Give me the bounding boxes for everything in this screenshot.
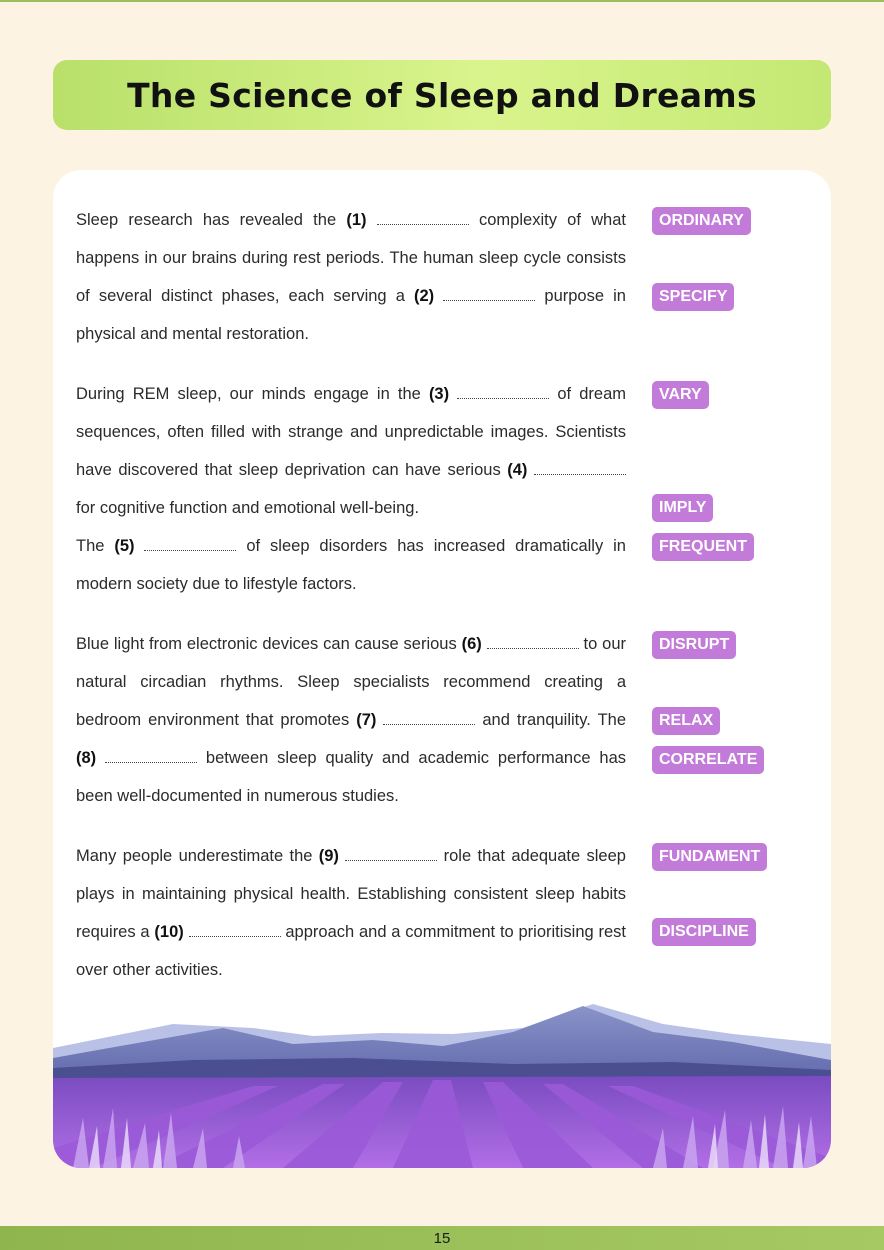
gap-number-6: (6) [461,635,482,653]
gap-blank-1[interactable] [377,215,469,225]
paragraph-1: Sleep research has revealed the (1) complexity of what happens in our brains during rest periods. The human sleep cycle consists of several distinct phases, each serving a (2) purpose in physical and mental restoration. [76,211,626,343]
word-tag-imply: IMPLY [652,494,713,522]
gap-number-3: (3) [428,385,450,403]
page-title: The Science of Sleep and Dreams [127,75,757,115]
lavender-field-illustration [53,998,831,1168]
paragraph-4: Many people underestimate the (9) role that adequate sleep plays in maintaining physical health. Establishing consistent sleep habits requires a (10) approach and a commitment to prioritising rest over other activities. [76,847,626,979]
gap-number-2: (2) [414,287,435,305]
top-border-line [0,0,884,2]
gap-number-8: (8) [76,749,97,767]
gap-number-9: (9) [318,847,339,865]
word-tag-correlate: CORRELATE [652,746,764,774]
gap-blank-6[interactable] [487,639,579,649]
gap-number-4: (4) [507,461,528,479]
page-footer [0,1226,884,1250]
gap-blank-5[interactable] [144,541,236,551]
word-tag-fundament: FUNDAMENT [652,843,767,871]
word-tag-relax: RELAX [652,707,720,735]
gap-blank-9[interactable] [345,851,437,861]
page-number: 15 [433,1229,451,1247]
gap-number-5: (5) [114,537,135,555]
gap-blank-10[interactable] [189,927,281,937]
gap-blank-4[interactable] [534,465,626,475]
content-card [53,170,831,1168]
gap-blank-8[interactable] [105,753,197,763]
word-tag-disrupt: DISRUPT [652,631,736,659]
gap-number-1: (1) [346,211,367,229]
gap-blank-2[interactable] [443,291,535,301]
word-tag-discipline: DISCIPLINE [652,918,756,946]
paragraph-3: Blue light from electronic devices can cause serious (6) to our natural circadian rhythms. Sleep specialists recommend creating a bedroom environment that promotes (7) and tranquility. The (8) between sleep quality and academic performance has been well-documented in numerous studies. [76,635,627,805]
paragraph-2: During REM sleep, our minds engage in the (3) of dream sequences, often filled with strange and unpredictable images. Scientists have discovered that sleep deprivation can have serious (4) for cognitive function and emotional well-being. The (5) of sleep disorders has increased dramatically in modern society due to lifestyle factors. [76,385,627,593]
word-tag-ordinary: ORDINARY [652,207,751,235]
gap-blank-3[interactable] [457,389,549,399]
title-banner [53,60,831,130]
word-tag-vary: VARY [652,381,709,409]
word-tag-frequent: FREQUENT [652,533,754,561]
gap-blank-7[interactable] [383,715,475,725]
gap-number-10: (10) [154,923,184,941]
gap-number-7: (7) [356,711,377,729]
word-tag-specify: SPECIFY [652,283,734,311]
